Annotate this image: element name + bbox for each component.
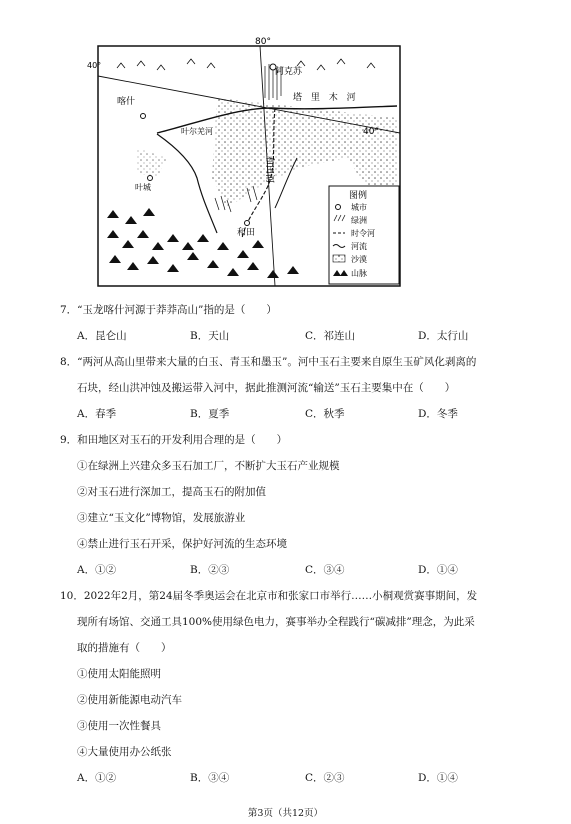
q10-stem-line1: 10．2022年2月，第24届冬季奥运会在北京市和张家口市举行……小桐观赏赛事期间，发 — [60, 590, 478, 602]
lon-top-label: 80° — [255, 37, 271, 47]
q8-option-b: B．夏季 — [190, 408, 230, 420]
q9-option-c: C．③④ — [305, 564, 345, 576]
q10-option-a: A．①② — [77, 772, 117, 784]
q9-item-4: ④禁止进行玉石开采，保护好河流的生态环境 — [77, 538, 287, 550]
q10-option-c: C．②③ — [305, 772, 345, 784]
city-hetian-marker — [245, 221, 250, 226]
legend-item-desert: 沙漠 — [351, 255, 367, 264]
city-hetian-label: 和田 — [237, 228, 256, 238]
q7-option-d: D．太行山 — [418, 330, 469, 342]
q8-stem-line1: 8．“两河从高山里带来大量的白玉、青玉和墨玉”。河中玉石主要来自原生玉矿风化剥离的 — [60, 356, 477, 368]
q8-option-a: A．春季 — [77, 408, 117, 420]
q10-item-4: ④大量使用办公纸张 — [77, 746, 172, 758]
q9-option-a: A．①② — [77, 564, 117, 576]
tarim-river-label: 塔 里 木 河 — [293, 93, 359, 103]
q8-option-d: D．冬季 — [418, 408, 458, 420]
city-yecheng-label: 叶城 — [135, 183, 151, 192]
q7-option-c: C．祁连山 — [305, 330, 356, 342]
q9-option-d: D．①④ — [418, 564, 458, 576]
q10-option-d: D．①④ — [418, 772, 458, 784]
q7-option-b: B．天山 — [190, 330, 230, 342]
q10-stem-line2: 现所有场馆、交通工具100%使用绿色电力，赛事举办全程践行“碳减排”理念，为此采 — [77, 616, 475, 628]
legend-title: 图例 — [349, 191, 368, 201]
q9-option-b: B．②③ — [190, 564, 230, 576]
q10-stem-line3: 取的措施有（ ） — [77, 642, 172, 654]
q9-item-1: ①在绿洲上兴建众多玉石加工厂，不断扩大玉石产业规模 — [77, 460, 340, 472]
city-west-label: 喀什 — [117, 97, 136, 107]
q10-option-b: B．③④ — [190, 772, 230, 784]
q8-option-c: C．秋季 — [305, 408, 345, 420]
q9-stem: 9．和田地区对玉石的开发利用合理的是（ ） — [60, 434, 288, 446]
legend-item-oasis: 绿洲 — [351, 216, 367, 225]
q10-item-1: ①使用太阳能照明 — [77, 668, 161, 680]
city-west-marker — [141, 114, 146, 119]
lat-left-label: 40° — [87, 61, 102, 70]
legend-item-seasonal-river: 时令河 — [351, 229, 375, 238]
legend-item-river: 河流 — [351, 242, 367, 251]
map-figure — [87, 37, 401, 288]
map-legend — [329, 186, 399, 284]
q10-item-3: ③使用一次性餐具 — [77, 720, 161, 732]
city-north-label: 阿克苏 — [275, 67, 303, 77]
river-hetian-label: 和田河 — [264, 156, 274, 184]
legend-item-mountain: 山脉 — [351, 269, 367, 278]
legend-item-city: 城市 — [351, 203, 367, 212]
q9-item-2: ②对玉石进行深加工，提高玉石的附加值 — [77, 486, 266, 498]
river-yeerqiang-label: 叶尔羌河 — [181, 127, 213, 136]
q8-stem-line2: 石块，经山洪冲蚀及搬运带入河中，据此推测河流“输送”玉石主要集中在（ ） — [77, 382, 456, 394]
page-footer: 第3页（共12页） — [247, 808, 324, 819]
q10-item-2: ②使用新能源电动汽车 — [77, 694, 182, 706]
q7-stem: 7．“玉龙喀什河源于莽莽高山”指的是（ ） — [60, 304, 277, 316]
q7-option-a: A．昆仑山 — [77, 330, 127, 342]
lat-right-label: 40° — [363, 127, 379, 137]
q9-item-3: ③建立“玉文化”博物馆，发展旅游业 — [77, 512, 246, 524]
city-yecheng-marker — [148, 176, 153, 181]
